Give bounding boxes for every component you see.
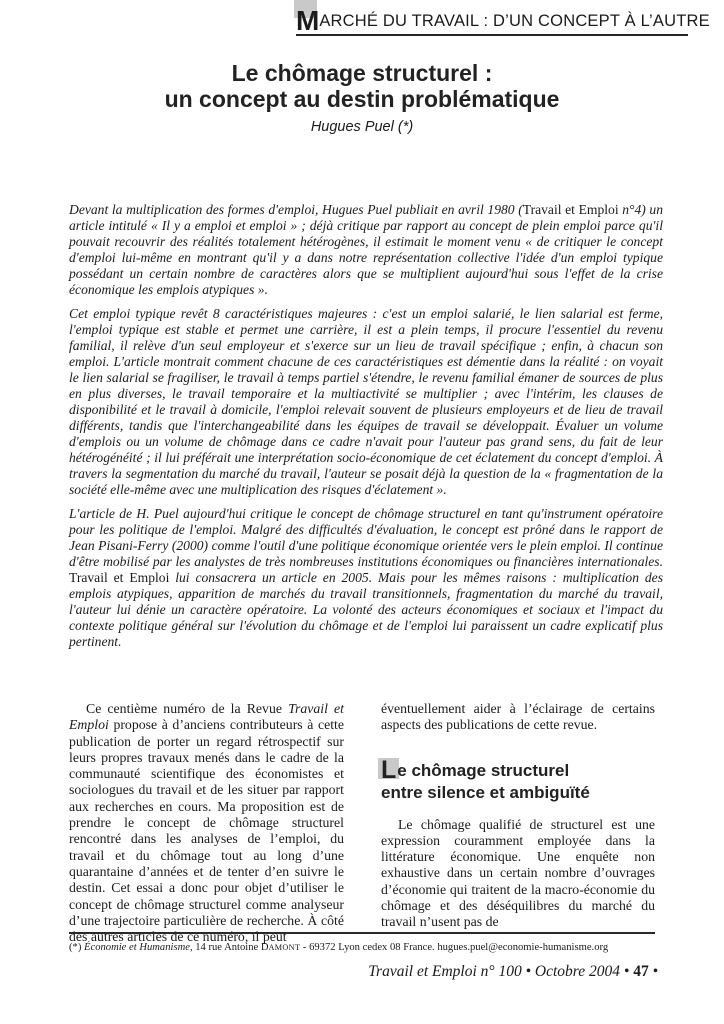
section-heading-initial: L xyxy=(381,755,397,784)
section-paragraph-1: Le chômage qualifié de structurel est une expression couramment employée dans la littérature économique. Une enquête non exhaustive dans un certain nombre d’ouvrages d’économie qui traitent de la macro-économie du chômage et des déséquilibres du marché du travail n’usent pas de xyxy=(381,816,655,930)
abstract xyxy=(69,202,663,650)
section-heading-line2: entre silence et ambiguïté xyxy=(381,782,590,802)
footnote: (*) Économie et Humanisme, 14 rue Antoine DAMONT - 69372 Lyon cedex 08 France. hugues.puel@economie-humanisme.org xyxy=(69,942,609,953)
column-left xyxy=(69,701,344,945)
article-title xyxy=(0,60,724,112)
abstract-paragraph-2: Cet emploi typique revêt 8 caractéristiques majeures : c'est un emploi salarié, le lien salarial est ferme, l'emploi typique est stable et permet une carrière, il est a plein temps, il procure l'essentiel du revenu familial, il relève d'un seul employeur et s'exerce sur un lieu de travail spécifique ; enfin, à chacun son emploi. L'article montrait comment chacune de ces caractéristiques est démentie dans la réalité : on voyait le lien salarial se fragiliser, le travail à temps partiel s'étendre, le revenu familial émaner de sources de plus en plus diverses, le travail temporaire et la multiactivité se multiplier ; avec l'intérim, les clauses de disponibilité et le travail à domicile, l'emploi relevait souvent de plusieurs employeurs et de lieu de travail différents, tandis que l'interchangeabilité dans les équipes de travail se développait. Évaluer un volume d'emplois ou un volume de chômage dans ce cadre n'avait pour l'auteur pas grand sens, du fait de leur hétérogénéité ; il lui préférait une interprétation socio-économique de cet éclatement du concept d'emploi. À travers la segmentation du marché du travail, l'auteur se posait déjà la question de la « fragmentation de la société elle-même avec une multiplication des risques d'éclatement ». xyxy=(69,306,663,497)
body-paragraph-intro-continued: éventuellement aider à l’éclairage de certains aspects des publications de cette revue. xyxy=(381,701,655,733)
abstract-paragraph-3: L'article de H. Puel aujourd'hui critique le concept de chômage structurel en tant qu'instrument opératoire pour les politique de l'emploi. Malgré des difficultés d'évaluation, le concept est prôné dans le rapport de Jean Pisani-Ferry (2000) comme l'outil d'une politique économique orientée vers le plein emploi. Il continue d'être mobilisé par les analystes de très nombreuses institutions économiques ou financières internationales. Travail et Emploi lui consacrera un article en 2005. Mais pour les mêmes raisons : multiplication des emplois atypiques, apparition de marchés du travail transitionnels, fragmentation du marché du travail, l'auteur lui dénie un caractère opératoire. La volonté des acteurs économiques et sociaux et l'impact du contexte politique général sur l'évolution du chômage et de l'emploi lui paraissent un cadre explicatif plus pertinent. xyxy=(69,506,663,649)
body-columns xyxy=(69,701,655,945)
section-heading xyxy=(381,755,655,804)
article-author: Hugues Puel (*) xyxy=(310,119,414,135)
section-heading-rest: e chômage structurel xyxy=(397,760,570,780)
running-head-text: ARCHÉ DU TRAVAIL : D’UN CONCEPT À L’AUTRE xyxy=(319,12,710,30)
article-title-line1: Le chômage structurel : xyxy=(231,60,493,86)
article-title-line2: un concept au destin problématique xyxy=(164,86,560,112)
footnote-rule xyxy=(69,932,655,934)
running-head xyxy=(296,0,710,36)
body-paragraph-intro: Ce centième numéro de la Revue Travail et Emploi propose à d’anciens contributeurs à cette publication de porter un regard rétrospectif sur leurs propres travaux menés dans le cadre de la communauté scientifique des économistes et sociologues du travail et de les situer par rapport aux recherches en cours. Ma proposition est de prendre le concept de chômage structurel rencontré dans les analyses de l’emploi, du travail et du chômage tout au long d’une quarantaine d’années et de tenter d’en suivre le destin. Cet essai a donc pour objet d’utiliser le concept de chômage structurel comme analyseur d’une trajectoire particulière de recherche. À côté des autres articles de ce numéro, il peut xyxy=(69,701,344,945)
abstract-paragraph-1: Devant la multiplication des formes d'emploi, Hugues Puel publiait en avril 1980 (Travail et Emploi n°4) un article intitulé « Il y a emploi et emploi » ; déjà critique par rapport au concept de plein emploi parce qu'il pouvait recouvrir des réalités totalement hétérogènes, il estimait le moment venu « de critiquer le concept d'emploi lui-même en montrant qu'il y a dans notre représentation collective l'idée d'un emploi typique possédant un certain nombre de caractères alors que se multiplient aujourd'hui sous l'effet de la crise économique les emplois atypiques ». xyxy=(69,202,664,297)
running-head-initial: M xyxy=(296,5,320,36)
journal-footer: Travail et Emploi n° 100 • Octobre 2004 • 47 • xyxy=(368,963,658,980)
column-right xyxy=(381,701,655,945)
section-heading-line1 xyxy=(381,755,655,784)
